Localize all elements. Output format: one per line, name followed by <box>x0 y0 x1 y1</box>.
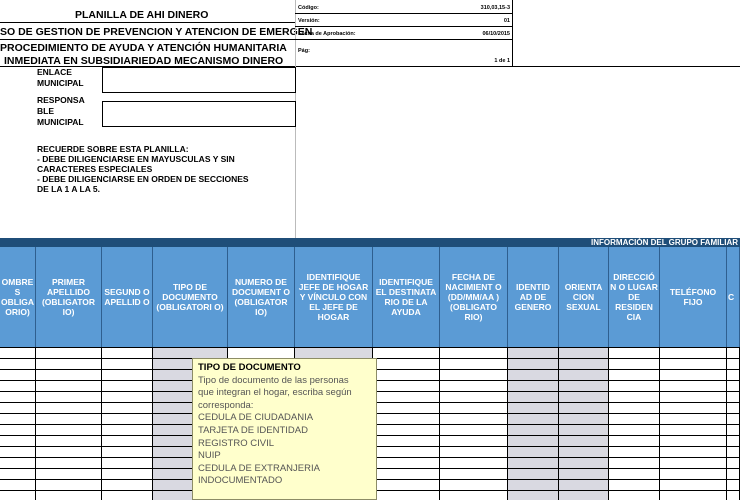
meta-date-value: 06/10/2015 <box>482 31 510 37</box>
tooltip-line: corresponda: <box>198 399 254 411</box>
responsable-label: RESPONSA BLE MUNICIPAL <box>37 95 85 127</box>
col-header-primer-apellido[interactable]: PRIMER APELLIDO (OBLIGATOR IO) <box>36 247 102 347</box>
col-header-celular[interactable]: C <box>727 247 740 347</box>
enlace-label: ENLACE MUNICIPAL <box>37 67 84 88</box>
col-header-segundo-apellido[interactable]: SEGUND O APELLID O <box>102 247 153 347</box>
col-header-jefe-hogar[interactable]: IDENTIFIQUE JEFE DE HOGAR Y VÍNCULO CON EL JEFE DE HOGAR <box>295 247 373 347</box>
meta-date-label: Fecha de Aprobación: <box>298 31 356 37</box>
procedure-title-line2: INMEDIATA EN SUBSIDIARIEDAD MECANISMO DINERO <box>4 55 284 67</box>
section-title: INFORMACIÓN DEL GRUPO FAMILIAR <box>591 238 738 247</box>
tooltip-line: Tipo de documento de las personas <box>198 374 349 386</box>
section-bar <box>0 238 740 247</box>
responsable-municipal-input[interactable] <box>102 101 296 127</box>
tooltip-line: que integran el hogar, escriba según <box>198 387 352 399</box>
procedure-title-line1: PROCEDIMIENTO DE AYUDA Y ATENCIÓN HUMANITARIA <box>0 42 287 54</box>
col-header-telefono-fijo[interactable]: TELÉFONO FIJO <box>660 247 727 347</box>
instructions-note: RECUERDE SOBRE ESTA PLANILLA: - DEBE DILIGENCIARSE EN MAYUSCULAS Y SIN CARACTERES ESPECIALES - DEBE DILIGENCIARSE EN ORDEN DE SECCIONES DE LA 1 A LA 5. <box>37 144 249 194</box>
process-title: SO DE GESTION DE PREVENCION Y ATENCION DE EMERGEN <box>0 26 313 38</box>
metadata-block <box>295 0 513 66</box>
tooltip-title: TIPO DE DOCUMENTO <box>198 362 301 373</box>
meta-version-label: Versión: <box>298 18 320 24</box>
tooltip-line: TARJETA DE IDENTIDAD <box>198 424 308 436</box>
tooltip-line: CEDULA DE EXTRANJERIA <box>198 462 320 474</box>
col-header-tipo-documento[interactable]: TIPO DE DOCUMENTO (OBLIGATORI O) <box>153 247 228 347</box>
meta-code-label: Código: <box>298 5 319 11</box>
enlace-municipal-input[interactable] <box>102 67 296 93</box>
col-header-fecha-nacimiento[interactable]: FECHA DE NACIMIENT O (DD/MM/AA ) (OBLIGATO RIO) <box>440 247 508 347</box>
meta-page-value: 1 de 1 <box>494 58 510 64</box>
tooltip-line: NUIP <box>198 450 221 462</box>
col-header-nombres[interactable]: OMBRE S OBLIGA ORIO) <box>0 247 36 347</box>
meta-code-value: 310,03,15-3 <box>480 5 510 11</box>
col-header-direccion[interactable]: DIRECCIÓ N O LUGAR DE RESIDEN CIA <box>609 247 660 347</box>
col-header-numero-documento[interactable]: NUMERO DE DOCUMENT O (OBLIGATOR IO) <box>228 247 295 347</box>
sheet-title: PLANILLA DE AHI DINERO <box>75 9 209 21</box>
tooltip-line: CEDULA DE CIUDADANIA <box>198 412 314 424</box>
col-header-orientacion-sexual[interactable]: ORIENTA CION SEXUAL <box>559 247 609 347</box>
tooltip-line: REGISTRO CIVIL <box>198 437 275 449</box>
meta-version-value: 01 <box>503 18 510 24</box>
col-header-identidad-genero[interactable]: IDENTID AD DE GENERO <box>508 247 559 347</box>
cell-comment-tooltip <box>192 358 377 500</box>
meta-page-label: Pág: <box>298 48 310 54</box>
tooltip-line: INDOCUMENTADO <box>198 475 283 487</box>
col-header-destinatario[interactable]: IDENTIFIQUE EL DESTINATA RIO DE LA AYUDA <box>373 247 440 347</box>
